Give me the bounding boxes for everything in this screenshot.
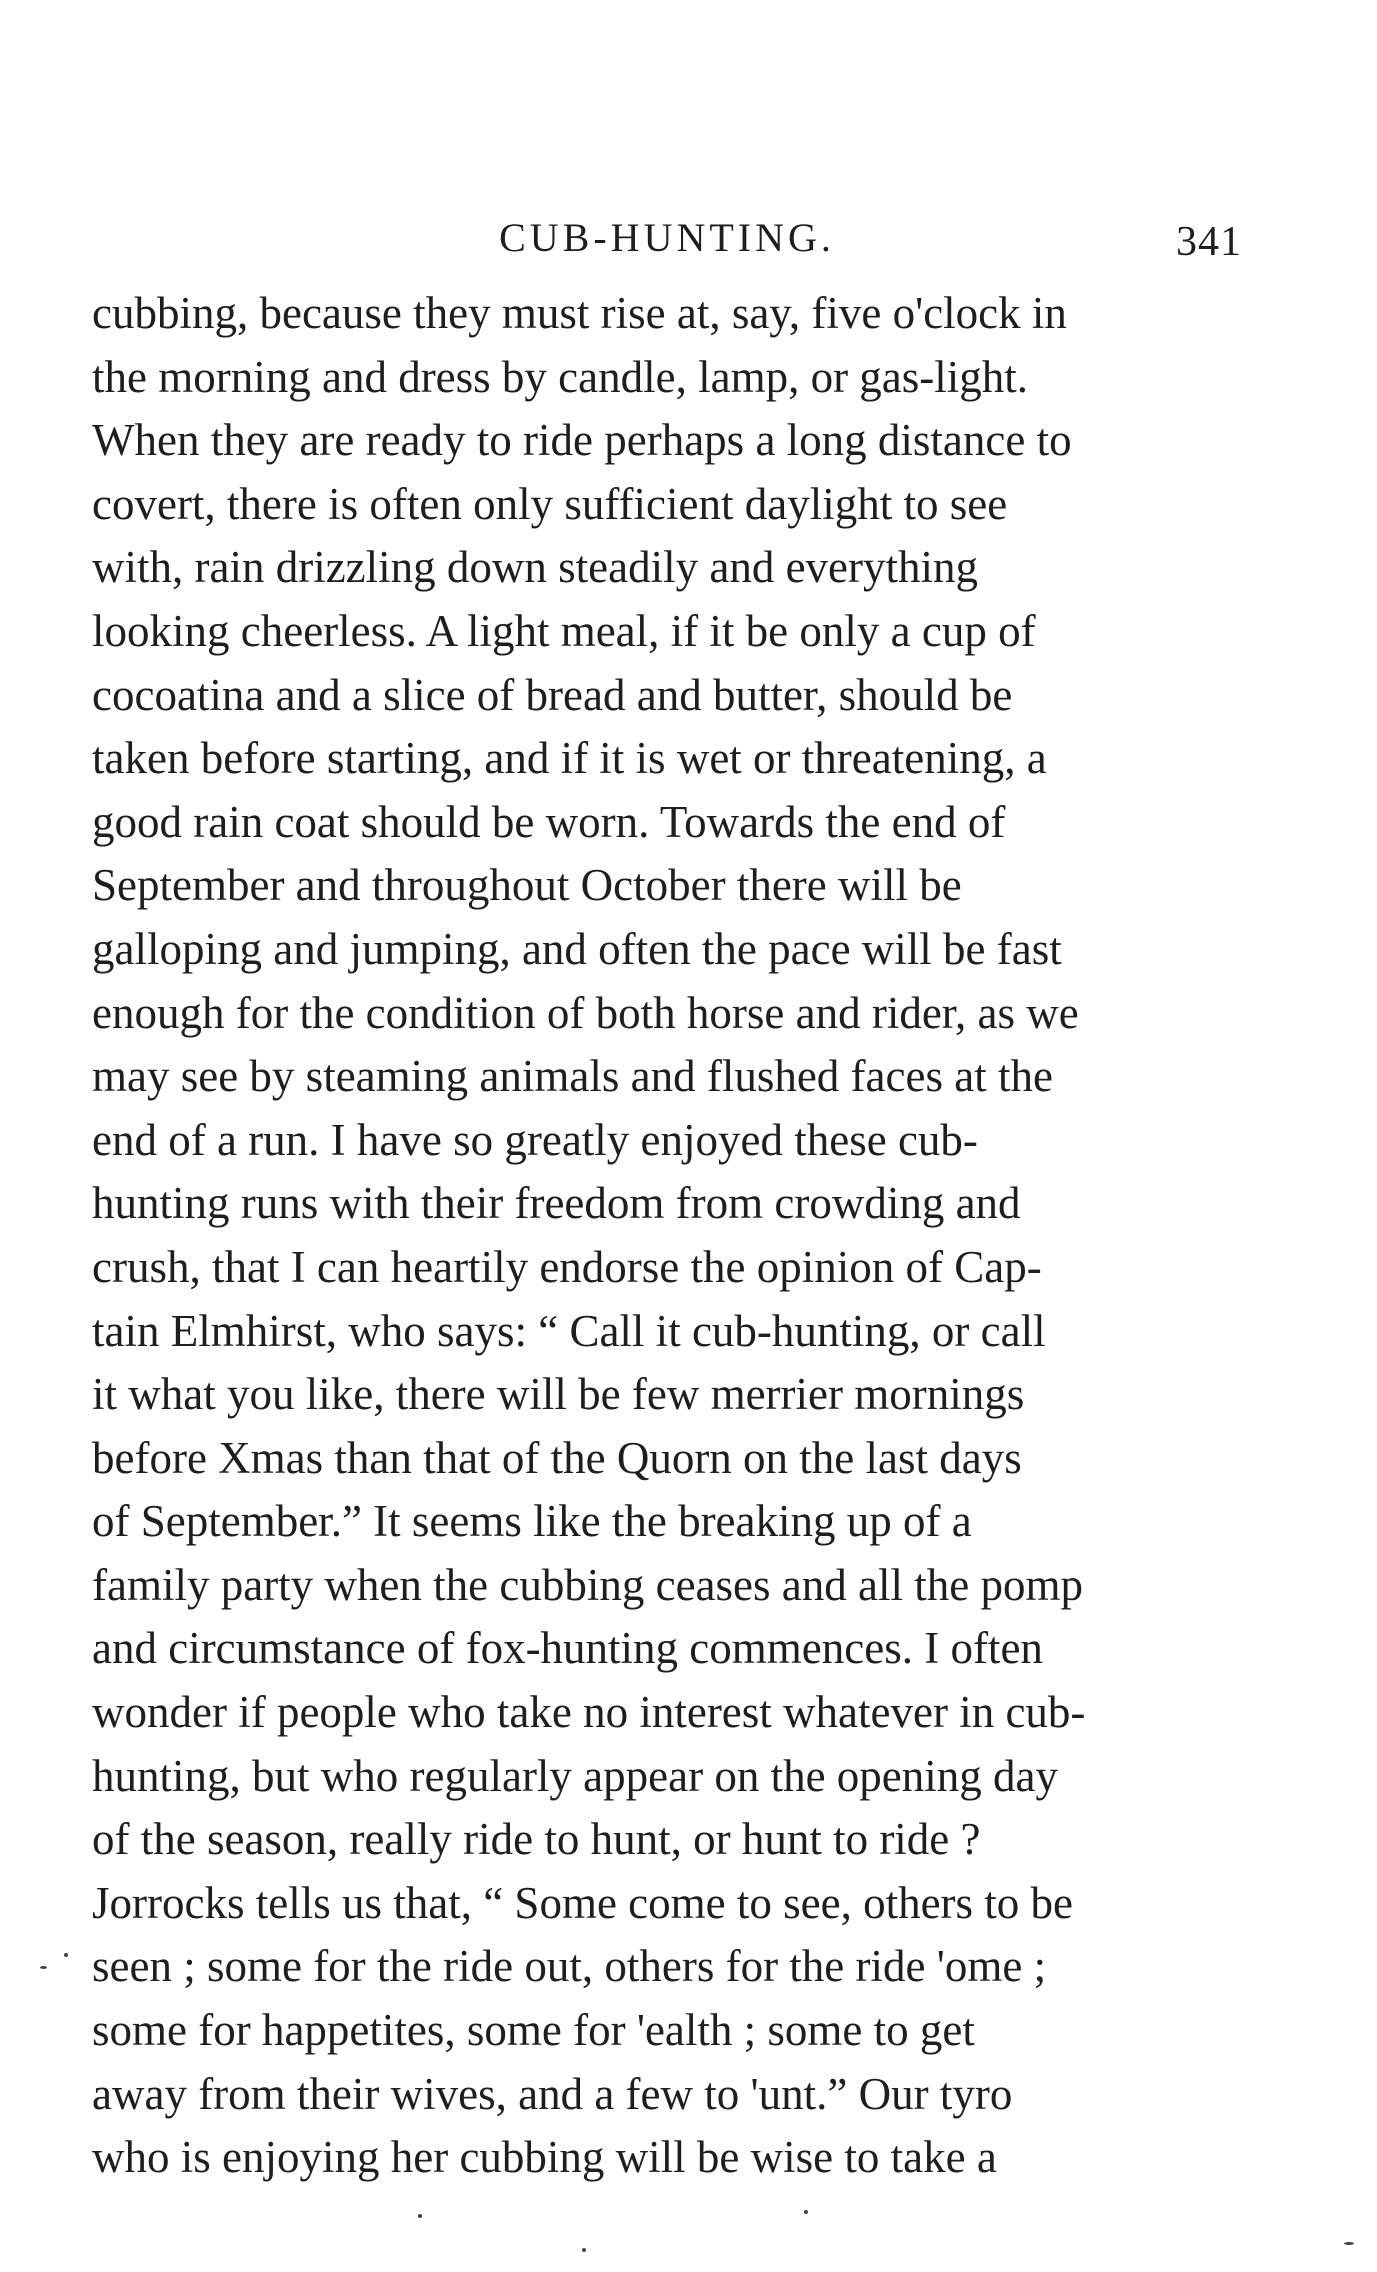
text-line: cocoatina and a slice of bread and butter, should be — [92, 669, 1013, 720]
running-head — [92, 208, 1242, 268]
text-line: looking cheerless. A light meal, if it be only a cup of — [92, 605, 1036, 656]
text-line: September and throughout October there will be — [92, 860, 962, 911]
text-line: hunting, but who regularly appear on the opening day — [92, 1750, 1059, 1801]
text-line: seen ; some for the ride out, others for the ride 'ome ; — [92, 1941, 1047, 1992]
text-line: family party when the cubbing ceases and all the pomp — [92, 1559, 1083, 1610]
text-line: may see by steaming animals and flushed faces at the — [92, 1051, 1053, 1102]
text-line: of the season, really ride to hunt, or hunt to ride ? — [92, 1814, 981, 1865]
text-line: some for happetites, some for 'ealth ; some to get — [92, 2005, 975, 2056]
ink-speck — [64, 1953, 68, 1957]
text-line: tain Elmhirst, who says: “ Call it cub-hunting, or call — [92, 1305, 1046, 1356]
text-line: covert, there is often only sufficient daylight to see — [92, 478, 1008, 529]
text-line: end of a run. I have so greatly enjoyed these cub- — [92, 1114, 978, 1165]
text-line: enough for the condition of both horse and rider, as we — [92, 987, 1079, 1038]
text-line: before Xmas than that of the Quorn on the last days — [92, 1432, 1022, 1483]
page-number: 341 — [1176, 219, 1242, 265]
text-line: of September.” It seems like the breaking up of a — [92, 1496, 972, 1547]
text-line: hunting runs with their freedom from crowding and — [92, 1178, 1021, 1229]
text-line: who is enjoying her cubbing will be wise to take a — [92, 2132, 997, 2183]
running-title: CUB-HUNTING. — [499, 215, 835, 260]
ink-speck — [40, 1966, 47, 1969]
text-line: galloping and jumping, and often the pace will be fast — [92, 923, 1062, 974]
text-line: cubbing, because they must rise at, say, five o'clock in — [92, 288, 1067, 338]
text-line: crush, that I can heartily endorse the opinion of Cap- — [92, 1241, 1042, 1292]
ink-speck — [582, 2248, 586, 2252]
text-line: and circumstance of fox-hunting commences. I often — [92, 1623, 1043, 1674]
text-line: with, rain drizzling down steadily and everything — [92, 542, 979, 593]
text-line: the morning and dress by candle, lamp, or gas-light. — [92, 351, 1029, 402]
ink-speck — [804, 2210, 808, 2214]
text-line: it what you like, there will be few merrier mornings — [92, 1369, 1025, 1420]
text-line: good rain coat should be worn. Towards the end of — [92, 796, 1006, 847]
body-text — [92, 282, 1242, 2190]
text-line: away from their wives, and a few to 'unt.” Our tyro — [92, 2068, 1013, 2119]
ink-speck — [418, 2214, 422, 2218]
text-line: taken before starting, and if it is wet or threatening, a — [92, 733, 1047, 784]
text-line: Jorrocks tells us that, “ Some come to see, others to be — [92, 1877, 1074, 1928]
ink-speck — [1344, 2242, 1354, 2245]
text-line: When they are ready to ride perhaps a long distance to — [92, 415, 1072, 466]
text-line: wonder if people who take no interest whatever in cub- — [92, 1687, 1086, 1738]
